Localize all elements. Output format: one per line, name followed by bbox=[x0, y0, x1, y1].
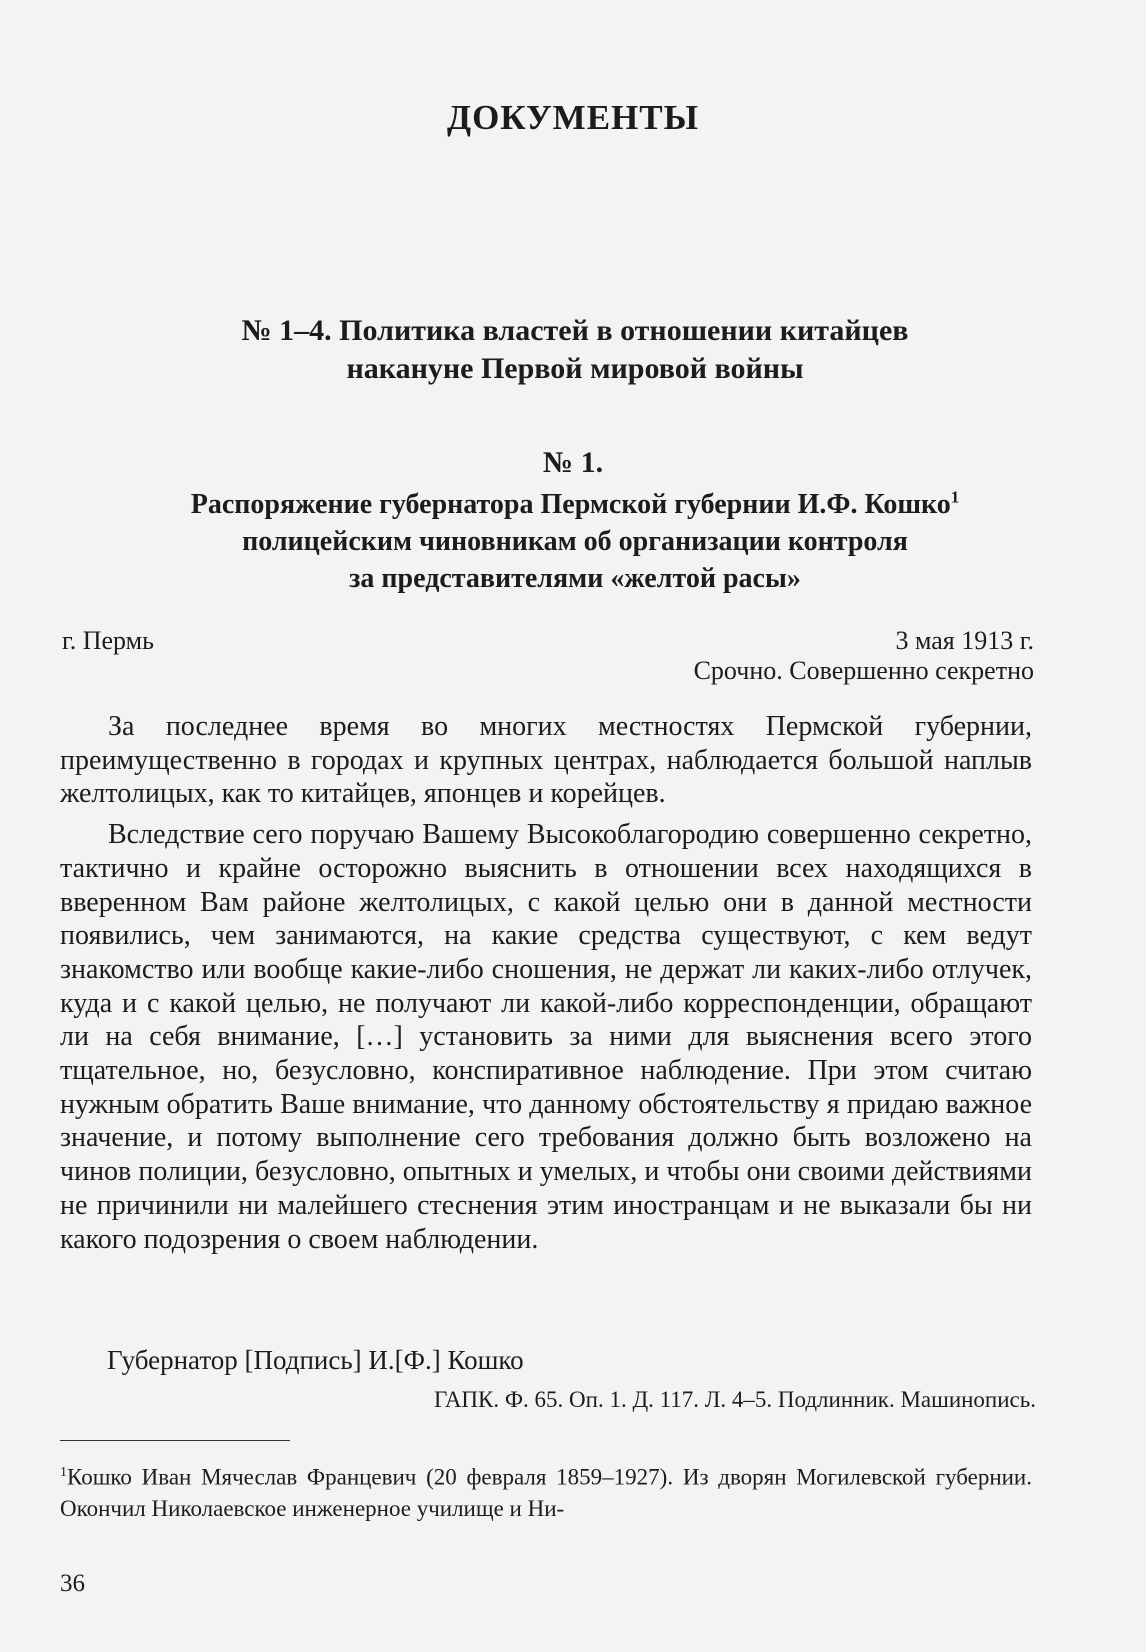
body-paragraph: Вследствие сего поручаю Вашему Высокоблагородию совершенно секретно, тактично и крайне осторожно выяснить в отношении всех находящихся в вверенном Вам районе желтолицых, с какой целью они в данной местности появились, чем занимаются, на какие средства существуют, с кем ведут знакомство или вообще какие-либо сношения, не держат ли каких-либо отлучек, куда и с какой целью, не получают ли какой-либо корреспонденции, обращают ли на себя внимание, […] установить за ними для выяснения всего этого тщательное, но, безусловно, конспиративное наблюдение. При этом считаю нужным обратить Ваше внимание, что данному обстоятельству я придаю важное значение, и потому выполнение сего требования должно быть возложено на чинов полиции, безусловно, опытных и умелых, и чтобы они своими действиями не причинили ни малейшего стеснения этим иностранцам и не выказали бы ни какого подозрения о своем наблюдении. bbox=[60, 819, 1032, 1255]
footnote-divider bbox=[60, 1440, 290, 1441]
document-title-line-2: полицейским чиновникам об организации контроля bbox=[242, 526, 908, 557]
group-title-line-2: накануне Первой мировой войны bbox=[346, 352, 804, 385]
document-number: № 1. bbox=[542, 446, 604, 479]
page-number: 36 bbox=[60, 1570, 85, 1597]
footnote-reference[interactable]: 1 bbox=[950, 487, 960, 507]
archive-reference: ГАПК. Ф. 65. Оп. 1. Д. 117. Л. 4–5. Подлинник. Машинопись. bbox=[434, 1387, 1036, 1412]
footnote bbox=[60, 1457, 1032, 1524]
document-title-text-1: Распоряжение губернатора Пермской губернии И.Ф. Кошко bbox=[190, 489, 951, 520]
footnote-text: Кошко Иван Мячеслав Францевич (20 февраля 1859–1927). Из дворян Могилевской губернии. Окончил Николаевское инженерное училище и Ни- bbox=[60, 1464, 1032, 1521]
document-date: 3 мая 1913 г. bbox=[895, 626, 1034, 655]
section-title: ДОКУМЕНТЫ bbox=[447, 98, 699, 137]
document-title-line-3: за представителями «желтой расы» bbox=[349, 563, 801, 594]
document-place: г. Пермь bbox=[62, 626, 154, 655]
document-body bbox=[60, 710, 1032, 1263]
document-group-title bbox=[60, 312, 1090, 388]
footnote-marker: 1 bbox=[60, 1465, 67, 1480]
group-title-line-1: № 1–4. Политика властей в отношении китайцев bbox=[241, 314, 909, 347]
document-title bbox=[60, 486, 1090, 597]
document-title-line-1 bbox=[60, 486, 1090, 523]
body-paragraph: За последнее время во многих местностях Пермской губернии, преимущественно в городах и крупных центрах, наблюдается большой наплыв желтолицых, как то китайцев, японцев и корейцев. bbox=[60, 711, 1032, 810]
secrecy-stamp: Срочно. Совершенно секретно bbox=[693, 656, 1034, 685]
signature-line: Губернатор [Подпись] И.[Ф.] Кошко bbox=[107, 1345, 524, 1375]
